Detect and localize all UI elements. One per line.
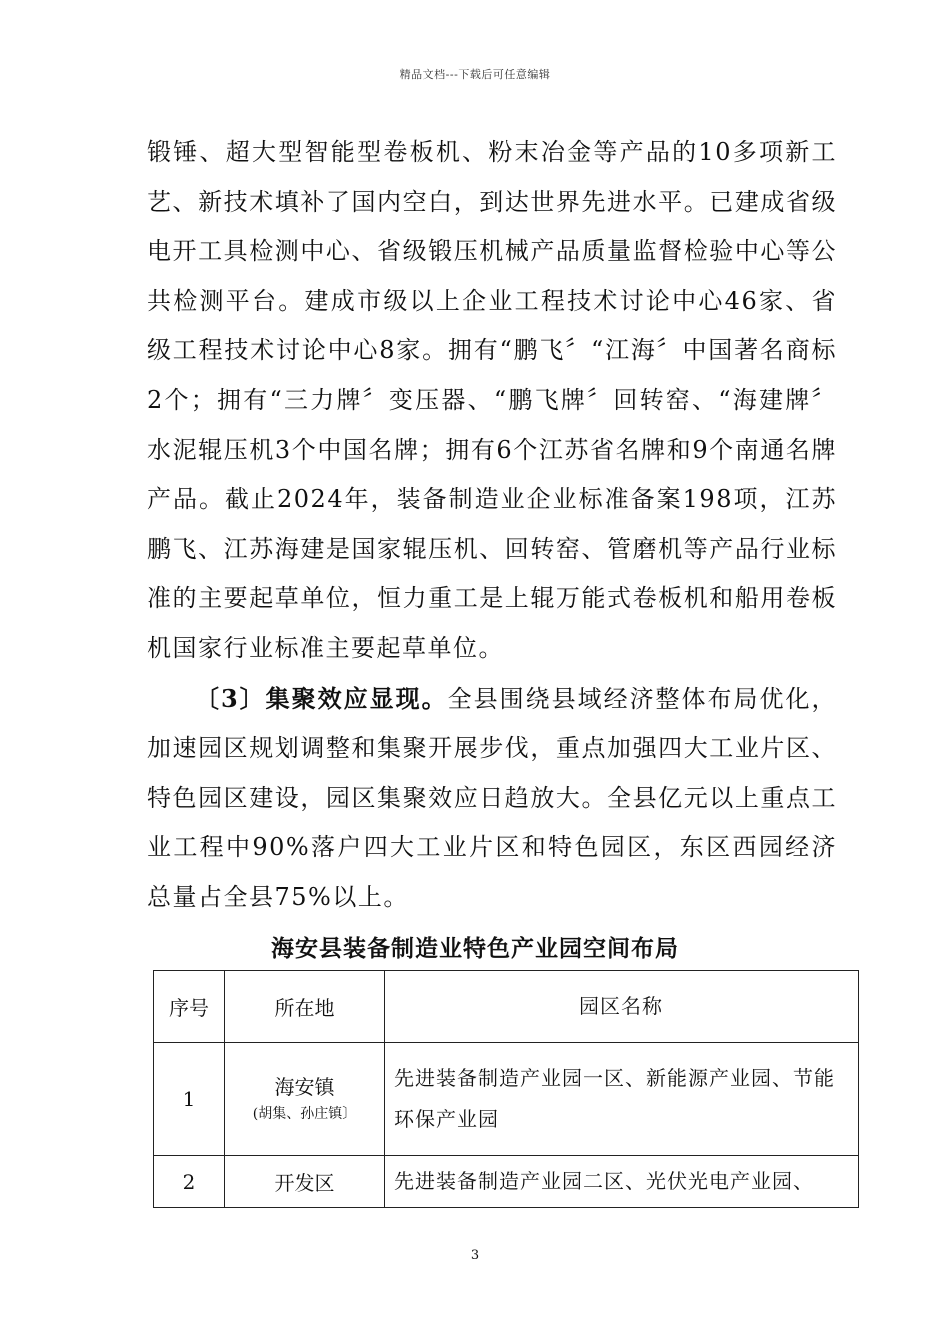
cell-index: 1 <box>154 1043 225 1156</box>
location-name: 海安镇 <box>274 1075 335 1099</box>
table-row <box>154 1043 859 1156</box>
location-note: (胡集、孙庄镇〕 <box>252 1106 357 1122</box>
paragraph-2-text: 全县围绕县域经济整体布局优化，加速园区规划调整和集聚开展步伐，重点加强四大工业片区、特色园区建设，园区集聚效应日趋放大。全县亿元以上重点工业工程中90%落户四大工业片区和特色园区，东区西园经济总量占全县75%以上。 <box>147 684 838 911</box>
page-number: 3 <box>470 1248 480 1263</box>
header-index: 序号 <box>154 971 225 1043</box>
header-park-name: 园区名称 <box>385 971 859 1043</box>
cell-location: 开发区 <box>225 1156 385 1208</box>
body-text <box>147 128 837 923</box>
table-header-row <box>154 971 859 1043</box>
industrial-parks-table <box>153 970 859 1208</box>
paragraph-2 <box>147 674 837 923</box>
table-title: 海安县装备制造业特色产业园空间布局 <box>271 936 679 962</box>
page-header: 精品文档---下载后可任意编辑 <box>399 68 551 81</box>
paragraph-1: 锻锤、超大型智能型卷板机、粉末冶金等产品的10多项新工艺、新技术填补了国内空白，到达世界先进水平。已建成省级电开工具检测中心、省级锻压机械产品质量监督检验中心等公共检测平台。建成市级以上企业工程技术讨论中心46家、省级工程技术讨论中心8家。拥有“鹏飞〞“江海〞中国著名商标2个；拥有“三力牌〞变压器、“鹏飞牌〞回转窑、“海建牌〞水泥辊压机3个中国名牌；拥有6个江苏省名牌和9个南通名牌产品。截止2024年，装备制造业企业标准备案198项，江苏鹏飞、江苏海建是国家辊压机、回转窑、管磨机等产品行业标准的主要起草单位，恒力重工是上辊万能式卷板机和船用卷板机国家行业标准主要起草单位。 <box>147 138 837 662</box>
cell-location <box>225 1043 385 1156</box>
cell-park-name: 先进装备制造产业园一区、新能源产业园、节能环保产业园 <box>385 1043 859 1156</box>
table-row <box>154 1156 859 1208</box>
header-location: 所在地 <box>225 971 385 1043</box>
cell-index: 2 <box>154 1156 225 1208</box>
section-heading: 〔3〕集聚效应显现。 <box>195 683 448 713</box>
cell-park-name: 先进装备制造产业园二区、光伏光电产业园、 <box>385 1156 859 1208</box>
